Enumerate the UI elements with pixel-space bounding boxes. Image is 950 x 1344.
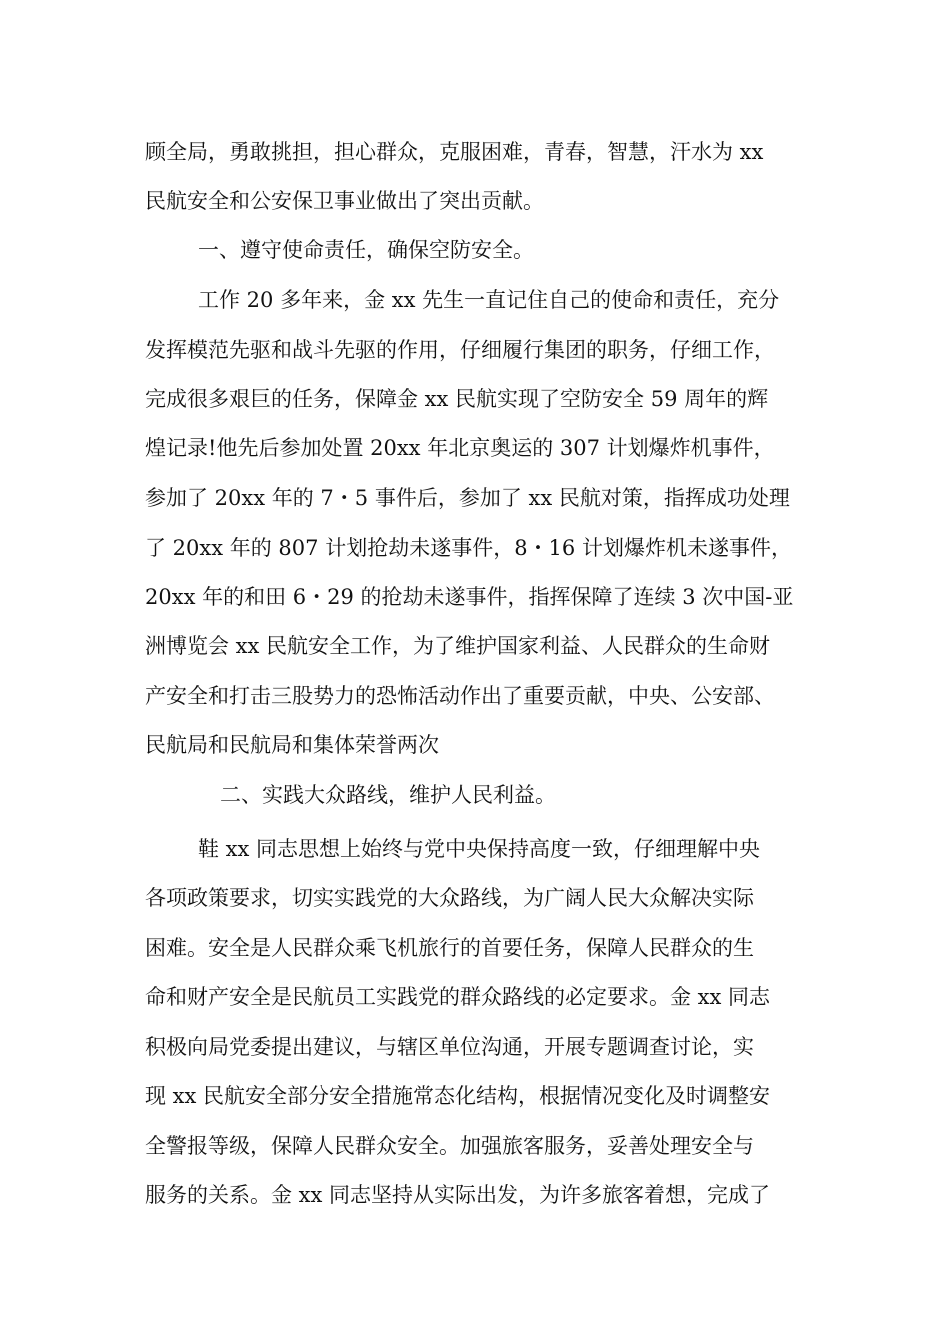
section-heading: 二、实践大众路线，维护人民利益。 xyxy=(220,783,556,807)
text-line: 20xx 年的和田 6・29 的抢劫未遂事件，指挥保障了连续 3 次中国-亚 xyxy=(145,585,794,609)
text-line: 顾全局，勇敢挑担，担心群众，克服困难，青春，智慧，汗水为 xx xyxy=(145,140,764,164)
text-line: 鞋 xx 同志思想上始终与党中央保持高度一致，仔细理解中央 xyxy=(198,837,761,861)
text-line: 积极向局党委提出建议，与辖区单位沟通，开展专题调查讨论，实 xyxy=(145,1035,754,1059)
text-line: 了 20xx 年的 807 计划抢劫未遂事件，8・16 计划爆炸机未遂事件， xyxy=(145,536,792,560)
text-line: 民航安全和公安保卫事业做出了突出贡献。 xyxy=(145,189,544,213)
text-line: 参加了 20xx 年的 7・5 事件后，参加了 xx 民航对策，指挥成功处理 xyxy=(145,486,790,510)
text-line: 民航局和民航局和集体荣誉两次 xyxy=(145,733,439,757)
text-line: 洲博览会 xx 民航安全工作，为了维护国家利益、人民群众的生命财 xyxy=(145,634,771,658)
text-line: 发挥模范先驱和战斗先驱的作用，仔细履行集团的职务，仔细工作， xyxy=(145,338,775,362)
text-line: 完成很多艰巨的任务，保障金 xx 民航实现了空防安全 59 周年的辉 xyxy=(145,387,769,411)
text-line: 工作 20 多年来，金 xx 先生一直记住自己的使命和责任，充分 xyxy=(198,288,780,312)
text-line: 现 xx 民航安全部分安全措施常态化结构，根据情况变化及时调整安 xyxy=(145,1084,771,1108)
text-line: 服务的关系。金 xx 同志坚持从实际出发，为许多旅客着想，完成了 xyxy=(145,1183,771,1207)
text-line: 煌记录!他先后参加处置 20xx 年北京奥运的 307 计划爆炸机事件， xyxy=(145,436,775,460)
text-line: 困难。安全是人民群众乘飞机旅行的首要任务，保障人民群众的生 xyxy=(145,936,754,960)
text-line: 全警报等级，保障人民群众安全。加强旅客服务，妥善处理安全与 xyxy=(145,1134,754,1158)
text-line: 命和财产安全是民航员工实践党的群众路线的必定要求。金 xx 同志 xyxy=(145,985,771,1009)
text-line: 各项政策要求，切实实践党的大众路线，为广阔人民大众解决实际 xyxy=(145,886,754,910)
text-line: 产安全和打击三股势力的恐怖活动作出了重要贡献，中央、公安部、 xyxy=(145,684,775,708)
section-heading: 一、遵守使命责任，确保空防安全。 xyxy=(198,238,534,262)
